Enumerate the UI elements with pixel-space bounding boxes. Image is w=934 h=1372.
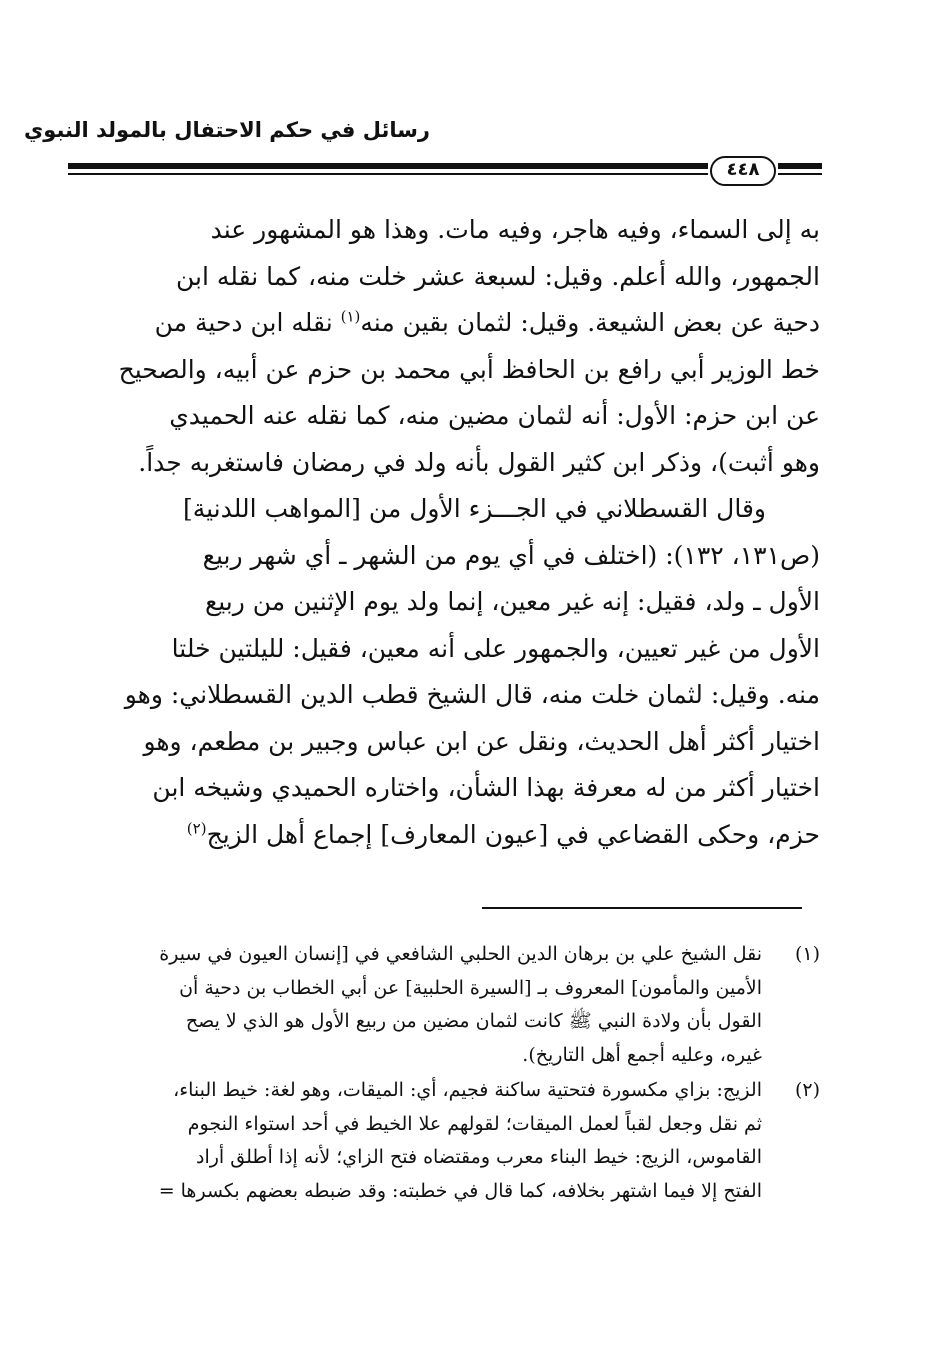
page-number: ٤٤٨ bbox=[710, 156, 776, 186]
footnote-separator bbox=[482, 907, 802, 909]
text-line: الجمهور، والله أعلم. وقيل: لسبعة عشر خلت منه، كما نقله ابن bbox=[176, 261, 820, 291]
footnote-1 bbox=[56, 938, 820, 1072]
text-line: به إلى السماء، وفيه هاجر، وفيه مات. وهذا هو المشهور عند bbox=[210, 215, 820, 244]
footnote-line: غيره، وعليه أجمع أهل التاريخ). bbox=[522, 1043, 762, 1066]
text-segment: دحية عن بعض الشيعة. وقيل: لثمان بقين منه bbox=[360, 308, 820, 337]
text-line: الأول ـ ولد، فقيل: إنه غير معين، إنما ولد يوم الإثنين من ربيع bbox=[204, 587, 820, 616]
footnote-line: الزيج: بزاي مكسورة فتحتية ساكنة فجيم، أي: الميقات، وهو لغة: خيط البناء، bbox=[173, 1079, 762, 1101]
footnote-line: الفتح إلا فيما اشتهر بخلافه، كما قال في خطبته: وقد ضبطه بعضهم بكسرها = bbox=[158, 1179, 762, 1202]
text-line: اختيار أكثر من له معرفة بهذا الشأن، واختاره الحميدي وشيخه ابن bbox=[152, 773, 820, 802]
footnote-line: القول بأن ولادة النبي ﷺ كانت لثمان مضين من ربيع الأول هو الذي لا يصح bbox=[185, 1010, 762, 1032]
text-line: عن ابن حزم: الأول: أنه لثمان مضين منه، كما نقله عنه الحميدي bbox=[169, 401, 820, 430]
footnote-line: ثم نقل وجعل لقباً لعمل الميقات؛ لقولهم علا الخيط في أحد استواء النجوم bbox=[187, 1112, 762, 1135]
text-line: خط الوزير أبي رافع بن الحافظ أبي محمد بن حزم عن أبيه، والصحيح bbox=[118, 354, 820, 384]
footnote-reference[interactable]: (٢) bbox=[186, 819, 207, 838]
text-line: وقال القسطلاني في الجـــزء الأول من [المواهب اللدنية] bbox=[182, 494, 766, 523]
text-segment: حزم، وحكى القضاعي في [عيون المعارف] إجماع أهل الزيج bbox=[206, 819, 820, 849]
text-line: منه. وقيل: لثمان خلت منه، قال الشيخ قطب الدين القسطلاني: وهو bbox=[124, 680, 820, 709]
main-text bbox=[66, 207, 820, 858]
footnotes bbox=[56, 938, 820, 1210]
text-line bbox=[66, 300, 820, 347]
text-segment: نقله ابن دحية من bbox=[154, 308, 341, 337]
footnote-number: (١) bbox=[794, 943, 820, 965]
text-line: الأول من غير تعيين، والجمهور على أنه معين، فقيل: لليلتين خلتا bbox=[171, 633, 820, 663]
footnote-2 bbox=[56, 1074, 820, 1208]
footnote-line: نقل الشيخ علي بن برهان الدين الحلبي الشافعي في [إنسان العيون في سيرة bbox=[159, 943, 762, 965]
header-double-rule-left bbox=[68, 163, 708, 177]
footnote-line: الأمين والمأمون] المعروف بـ [السيرة الحلبية] عن أبي الخطاب بن دحية أن bbox=[179, 976, 762, 999]
footnote-line: القاموس، الزيج: خيط البناء معرب ومقتضاه فتح الزاي؛ لأنه إذا أطلق أراد bbox=[195, 1146, 762, 1168]
running-title: رسائل في حكم الاحتفال بالمولد النبوي bbox=[24, 118, 430, 142]
footnote-reference[interactable]: (١) bbox=[340, 307, 361, 326]
header-double-rule-right bbox=[778, 163, 822, 177]
text-line bbox=[66, 812, 820, 859]
text-line: وهو أثبت)، وذكر ابن كثير القول بأنه ولد في رمضان فاستغربه جداً. bbox=[138, 447, 820, 477]
text-line: (ص١٣١، ١٣٢): (اختلف في أي يوم من الشهر ـ أي شهر ربيع bbox=[202, 540, 820, 570]
text-line: اختيار أكثر أهل الحديث، ونقل عن ابن عباس وجبير بن مطعم، وهو bbox=[143, 726, 820, 756]
footnote-number: (٢) bbox=[794, 1079, 820, 1101]
